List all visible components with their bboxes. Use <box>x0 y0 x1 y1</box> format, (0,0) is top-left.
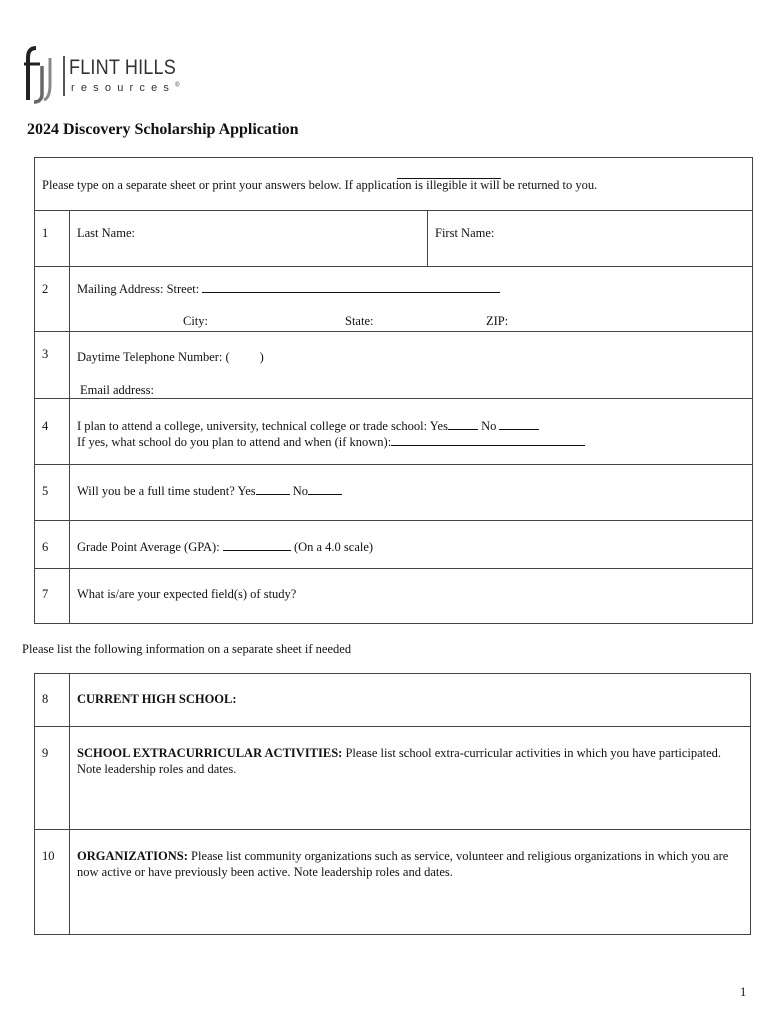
form-row-8 <box>35 674 751 727</box>
logo-name: FLINT HILLS <box>69 56 176 79</box>
school-question: If yes, what school do you plan to attend and when (if known): <box>77 435 392 449</box>
yes-blank <box>448 418 478 430</box>
field-of-study-label: What is/are your expected field(s) of study? <box>77 587 297 601</box>
first-name-label: First Name: <box>435 226 495 240</box>
form-row-3 <box>35 332 753 399</box>
full-time-question: Will you be a full time student? Yes <box>77 484 256 498</box>
gpa-field[interactable] <box>70 521 753 569</box>
fh-monogram-icon <box>22 44 62 104</box>
contact-field[interactable] <box>70 332 753 399</box>
extracurricular-text: Please list school extra-curricular activities in which you have participated. Note leadership roles and dates. <box>77 746 722 776</box>
page-title: 2024 Discovery Scholarship Application <box>27 121 299 138</box>
gpa-label: Grade Point Average (GPA): <box>77 540 223 554</box>
organizations-field[interactable] <box>70 830 751 935</box>
row-number: 2 <box>35 267 70 332</box>
form-row-10 <box>35 830 751 935</box>
first-name-field[interactable] <box>428 211 753 267</box>
organizations-label: ORGANIZATIONS: <box>77 849 188 863</box>
college-plan-question: I plan to attend a college, university, technical college or trade school: Yes <box>77 419 448 433</box>
last-name-label: Last Name: <box>77 226 135 240</box>
gpa-blank <box>223 539 291 551</box>
form-row-1 <box>35 211 753 267</box>
email-label: Email address: <box>80 383 154 397</box>
school-blank <box>391 434 585 446</box>
instructions-row <box>35 158 753 211</box>
no-label: No <box>477 419 500 433</box>
full-time-field[interactable] <box>70 465 753 521</box>
activities-table <box>34 673 751 935</box>
form-row-6 <box>35 521 753 569</box>
no-blank <box>308 483 342 495</box>
street-blank-line <box>202 281 500 293</box>
form-row-9 <box>35 727 751 830</box>
last-name-field[interactable] <box>70 211 428 267</box>
college-plan-field[interactable] <box>70 399 753 465</box>
row-number: 9 <box>35 727 70 830</box>
row-number: 7 <box>35 569 70 624</box>
logo-subtitle: resources® <box>71 82 180 94</box>
mailing-address-field[interactable] <box>70 267 753 332</box>
current-high-school-field[interactable] <box>70 674 751 727</box>
application-form-table <box>34 157 753 624</box>
city-label: City: <box>183 314 209 328</box>
street-label: Mailing Address: Street: <box>77 282 200 296</box>
row-number: 8 <box>35 674 70 727</box>
row-number: 5 <box>35 465 70 521</box>
row-number: 1 <box>35 211 70 267</box>
row-number: 10 <box>35 830 70 935</box>
logo-divider <box>63 56 65 96</box>
phone-paren: ) <box>259 350 264 364</box>
field-of-study-field[interactable] <box>70 569 753 624</box>
flint-hills-logo <box>22 44 222 106</box>
extracurricular-label: SCHOOL EXTRACURRICULAR ACTIVITIES: <box>77 746 343 760</box>
instructions-text: Please type on a separate sheet or print your answers below. If application is illegible it will be returned to you. <box>42 178 598 192</box>
row-number: 3 <box>35 332 70 399</box>
zip-label: ZIP: <box>486 314 509 328</box>
current-high-school-label: CURRENT HIGH SCHOOL: <box>77 692 237 706</box>
gpa-scale-note: (On a 4.0 scale) <box>290 540 374 554</box>
row-number: 6 <box>35 521 70 569</box>
form-row-7 <box>35 569 753 624</box>
state-label: State: <box>345 314 374 328</box>
row-number: 4 <box>35 399 70 465</box>
page-number: 1 <box>740 985 747 999</box>
separate-sheet-note: Please list the following information on a separate sheet if needed <box>22 642 352 656</box>
phone-label: Daytime Telephone Number: ( <box>77 350 230 364</box>
yes-blank <box>256 483 290 495</box>
form-row-5 <box>35 465 753 521</box>
form-row-4 <box>35 399 753 465</box>
no-blank <box>499 418 539 430</box>
organizations-text: Please list community organizations such as service, volunteer and religious organizations in which you are now active or have previously been active. Note leadership roles and dates. <box>77 849 729 879</box>
no-label: No <box>289 484 309 498</box>
form-row-2 <box>35 267 753 332</box>
extracurricular-field[interactable] <box>70 727 751 830</box>
